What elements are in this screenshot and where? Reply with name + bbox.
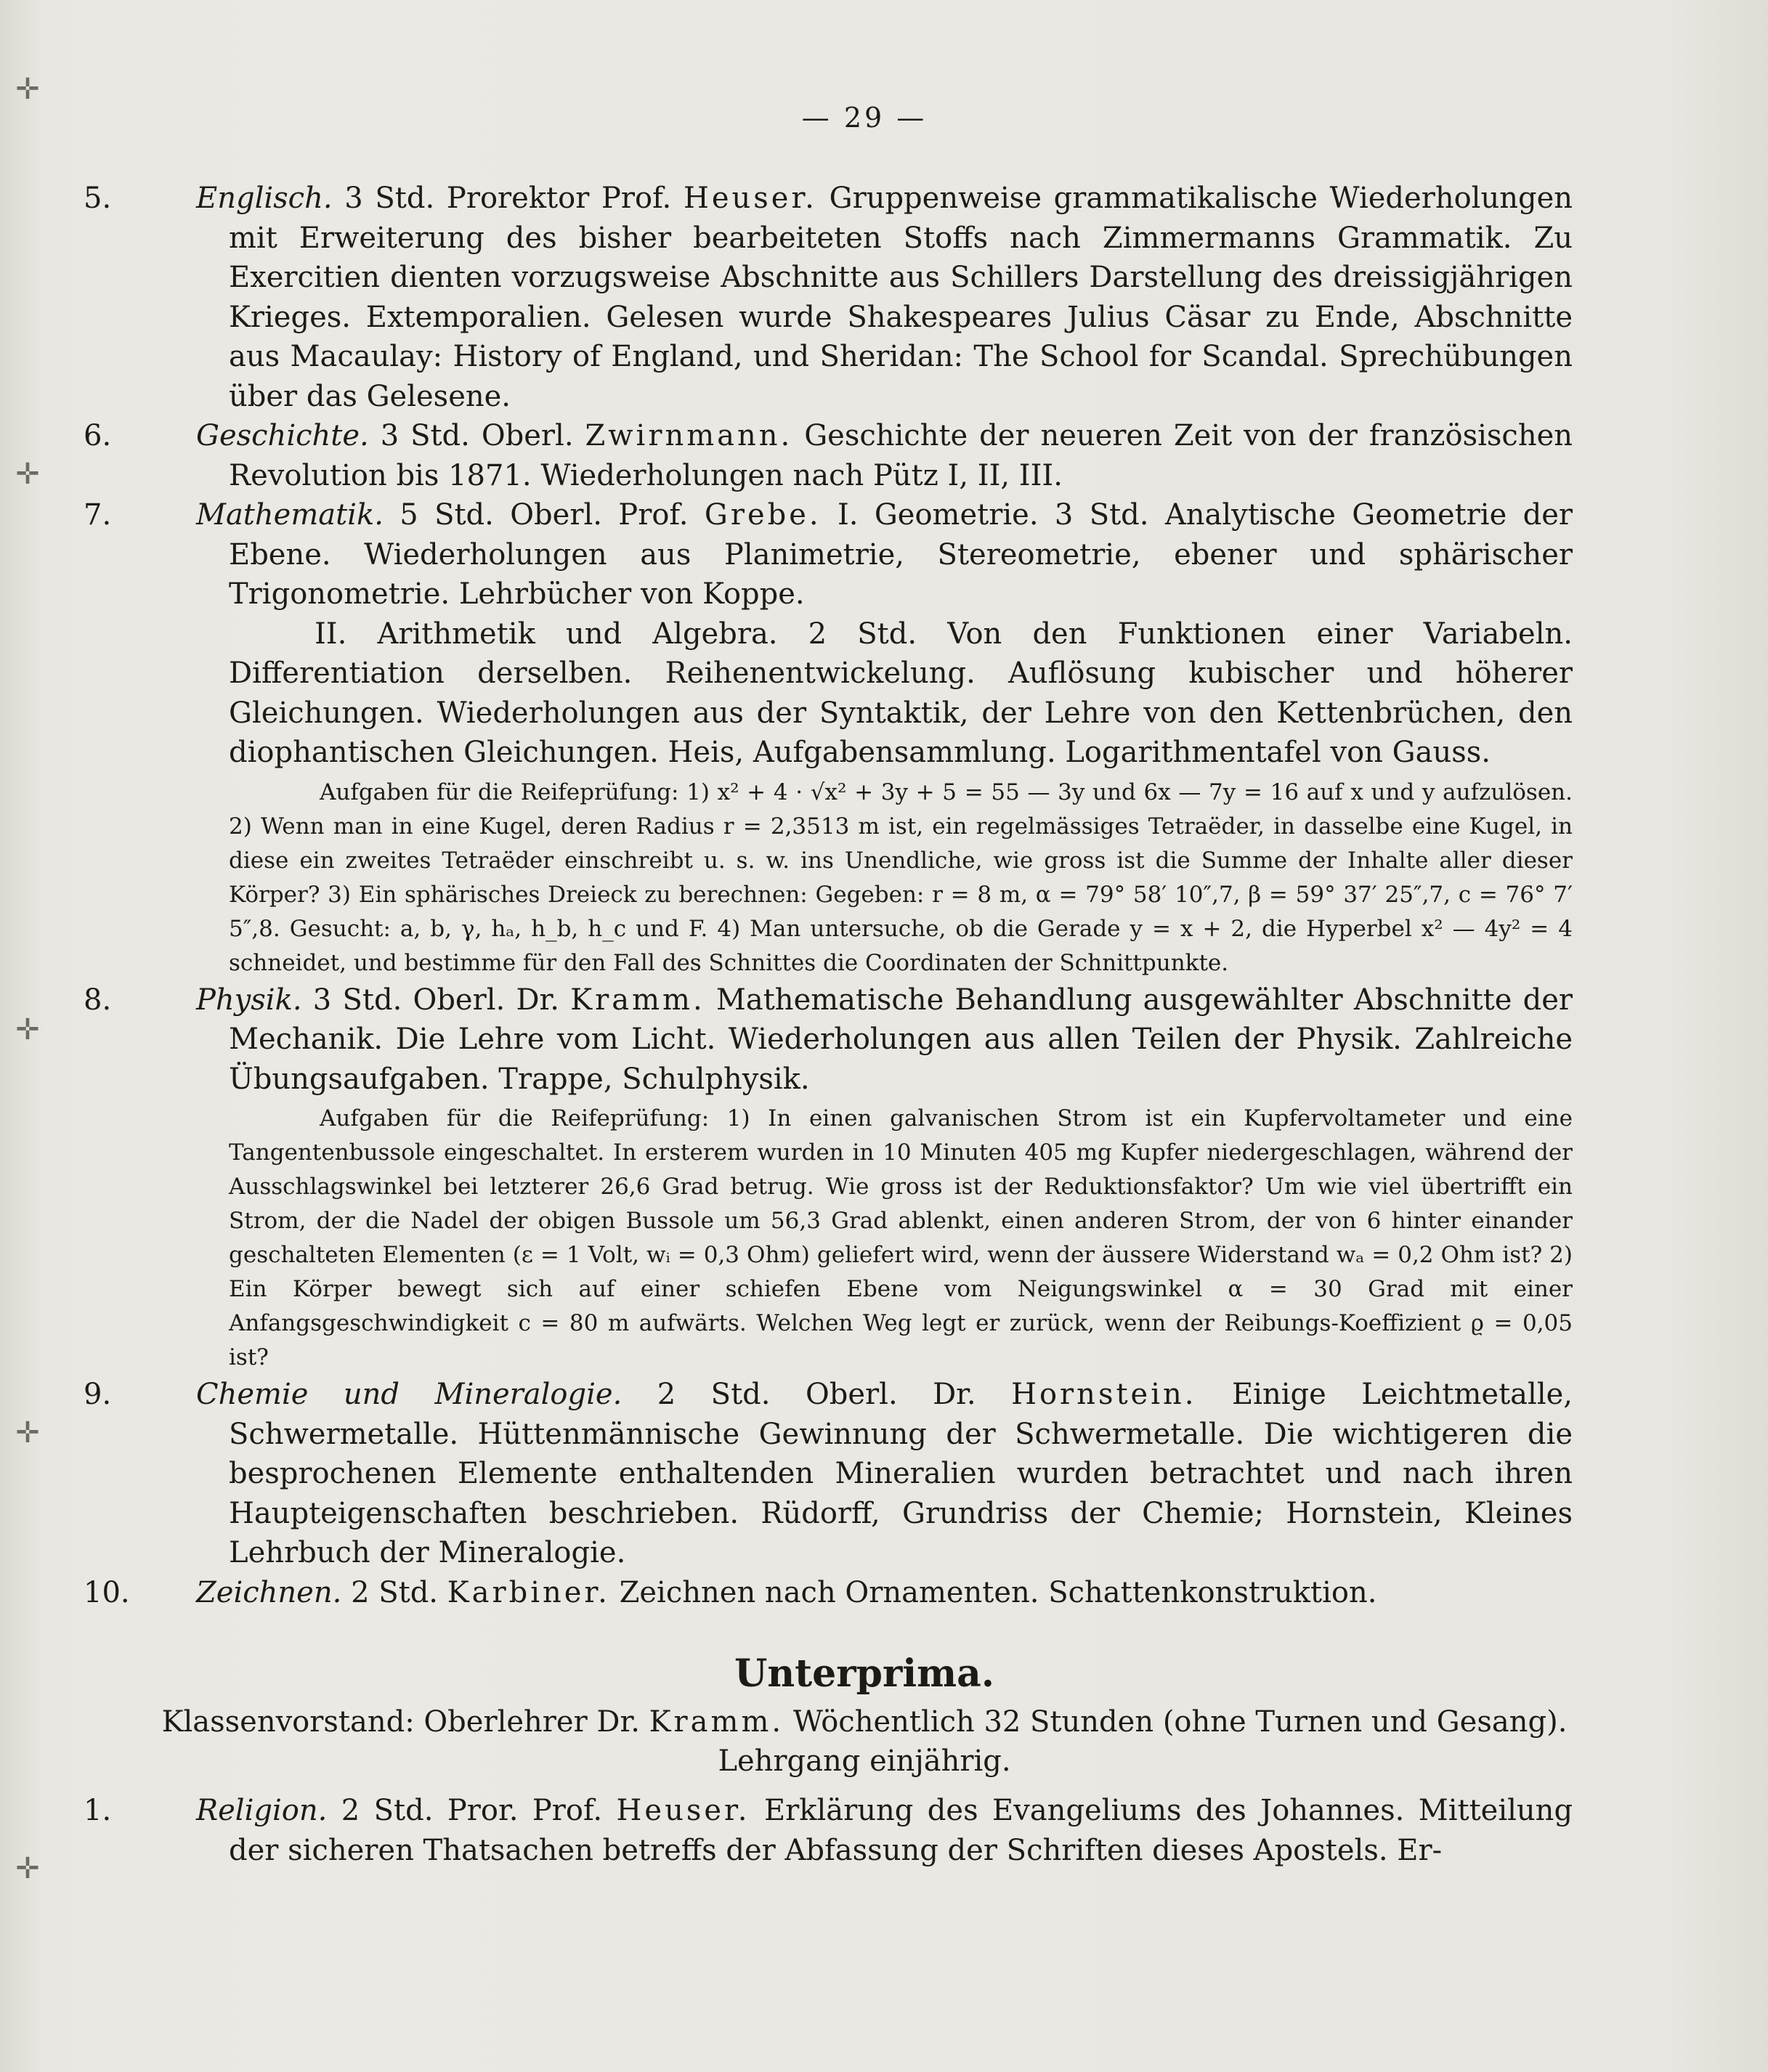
class-heading: Unterprima. [734,1651,994,1696]
teacher-name: Zwirnmann. [585,419,793,452]
section-chemie: 9. Chemie und Mineralogie. 2 Std. Oberl. Dr. Hornstein. Einige Leichtmetalle, Schwermetalle. Hüttenmännische Gewinnung der Schwermetalle. Die wichtigeren die besprochenen Elemente enthaltenden Mineralien wurden betrachtet und nach ihren Haupteigenschaften beschrieben. Rüdorff, Grundriss der Chemie; Hornstein, Kleines Lehrbuch der Mineralogie. [84,1378,1573,1569]
section-geschichte: 6. Geschichte. 3 Std. Oberl. Zwirnmann. Geschichte der neueren Zeit von der französischen Revolution bis 1871. Wiederholungen nach Pütz I, II, III. [84,419,1573,492]
teacher-name: Grebe. [704,498,822,532]
section-hours: 3 Std. [312,983,402,1017]
page-content [84,102,1573,1870]
section-subject: Englisch. [196,182,333,215]
section-text: Erklärung des Evangeliums des Johannes. Mitteilung der sicheren Thatsachen betreffs der Abfassung der Schriften dieses Apostels. Er- [229,1794,1573,1867]
section-subject: Chemie und Mineralogie. [196,1378,623,1411]
section-mathematik: 7. Mathematik. 5 Std. Oberl. Prof. Grebe. I. Geometrie. 3 Std. Analytische Geometrie der Ebene. Wiederholungen aus Planimetrie, Stereometrie, ebener und sphärischer Trigonometrie. Lehrbücher von Koppe. [84,498,1573,611]
teacher-title: Oberl. [481,419,574,452]
section-subject: Physik. [196,983,302,1017]
section-text: Einige Leichtmetalle, Schwermetalle. Hüttenmännische Gewinnung der Schwermetalle. Die wichtigeren die besprochenen Elemente enthaltenden Mineralien wurden betrachtet und nach ihren Haupteigenschaften beschrieben. Rüdorff, Grundriss der Chemie; Hornstein, Kleines Lehrbuch der Mineralogie. [229,1378,1573,1569]
klassenvorstand-hours: Wöchentlich 32 Stunden (ohne Turnen und Gesang). [792,1705,1568,1739]
margin-cross-mark-icon: ✛ [15,1852,40,1885]
section-text: Gruppenweise grammatikalische Wiederholungen mit Erweiterung des bisher bearbeiteten Stoffs nach Zimmermanns Grammatik. Zu Exercitien dienten vorzugsweise Abschnitte aus Schillers Darstellung des dreissigjährigen Krieges. Extemporalien. Gelesen wurde Shakespeares Julius Cäsar zu Ende, Abschnitte aus Macaulay: History of England, und Sheridan: The School for Scandal. Sprechübungen über das Gelesene. [229,182,1573,413]
section-text: Geschichte der neueren Zeit von der französischen Revolution bis 1871. Wiederholungen nach Pütz I, II, III. [229,419,1573,492]
margin-cross-mark-icon: ✛ [15,73,40,106]
section-zeichnen: 10. Zeichnen. 2 Std. Karbiner. Zeichnen nach Ornamenten. Schattenkonstruktion. [84,1575,1377,1609]
section-hours: 5 Std. [400,498,494,532]
section-hours: 2 Std. [341,1794,434,1827]
section-text: Mathematische Behandlung ausgewählter Abschnitte der Mechanik. Die Lehre vom Licht. Wiederholungen aus allen Teilen der Physik. Zahlreiche Übungsaufgaben. Trappe, Schulphysik. [229,983,1573,1096]
teacher-title: Oberl. Dr. [805,1378,976,1411]
section-englisch: 5. Englisch. 3 Std. Prorektor Prof. Heuser. Gruppenweise grammatikalische Wiederholungen mit Erweiterung des bisher bearbeiteten Stoffs nach Zimmermanns Grammatik. Zu Exercitien dienten vorzugsweise Abschnitte aus Schillers Darstellung des dreissigjährigen Krieges. Extemporalien. Gelesen wurde Shakespeares Julius Cäsar zu Ende, Abschnitte aus Macaulay: History of England, und Sheridan: The School for Scandal. Sprechübungen über das Gelesene. [84,182,1573,413]
physik-exam-problems: Aufgaben für die Reifeprüfung: 1) In einen galvanischen Strom ist ein Kupfervoltameter und eine Tangentenbussole eingeschaltet. In ersterem wurden in 10 Minuten 405 mg Kupfer niedergeschlagen, während der Ausschlagswinkel bei letzterer 26,6 Grad betrug. Wie gross ist der Reduktionsfaktor? Um wie viel übertrifft ein Strom, der die Nadel der obigen Bussole um 56,3 Grad ablenkt, einen anderen Strom, der von 6 hinter einander geschalteten Elementen (ε = 1 Volt, wᵢ = 0,3 Ohm) geliefert wird, wenn der äussere Widerstand wₐ = 0,2 Ohm ist? 2) Ein Körper bewegt sich auf einer schiefen Ebene vom Neigungswinkel α = 30 Grad mit einer Anfangsgeschwindigkeit c = 80 m aufwärts. Welchen Weg legt er zurück, wenn der Reibungs-Koeffizient ϱ = 0,05 ist? [229,1105,1573,1370]
margin-cross-mark-icon: ✛ [15,458,40,491]
mathematik-exam-problems: Aufgaben für die Reifeprüfung: 1) x² + 4 · √x² + 3y + 5 = 55 — 3y und 6x — 7y = 16 auf x und y aufzulösen. 2) Wenn man in eine Kugel, deren Radius r = 2,3513 m ist, ein regelmässiges Tetraëder, in dasselbe eine Kugel, in diese ein zweites Tetraëder einschreibt u. s. w. ins Unendliche, wie gross ist die Summe der Inhalte aller dieser Körper? 3) Ein sphärisches Dreieck zu berechnen: Gegeben: r = 8 m, α = 79° 58′ 10″,7, β = 59° 37′ 25″,7, c = 76° 7′ 5″,8. Gesucht: a, b, γ, hₐ, h_b, h_c und F. 4) Man untersuche, ob die Gerade y = x + 2, die Hyperbel x² — 4y² = 4 schneidet, und bestimme für den Fall des Schnittes die Coordinaten der Schnittpunkte. [229,779,1573,976]
section-subject: Zeichnen. [196,1575,342,1609]
teacher-name: Kramm. [570,983,705,1017]
section-subject: Religion. [196,1794,328,1827]
teacher-title: Oberl. Prof. [510,498,689,532]
klassenvorstand-line [156,1702,1573,1742]
margin-cross-mark-icon: ✛ [15,1013,40,1047]
section-hours: 2 Std. [351,1575,439,1609]
teacher-name: Heuser. [616,1794,750,1827]
section-hours: 3 Std. [344,182,435,215]
klassenvorstand-name: Kramm. [649,1705,784,1739]
section-hours: 3 Std. [380,419,470,452]
section-religion: 1. Religion. 2 Std. Pror. Prof. Heuser. Erklärung des Evangeliums des Johannes. Mitteilung der sicheren Thatsachen betreffs der Abfassung der Schriften dieses Apostels. Er- [84,1794,1573,1867]
section-subject: Mathematik. [196,498,384,532]
teacher-title: Oberl. Dr. [413,983,559,1017]
page-number: — 29 — [801,102,928,134]
section-hours: 2 Std. [657,1378,771,1411]
section-physik: 8. Physik. 3 Std. Oberl. Dr. Kramm. Mathematische Behandlung ausgewählter Abschnitte der Mechanik. Die Lehre vom Licht. Wiederholungen aus allen Teilen der Physik. Zahlreiche Übungsaufgaben. Trappe, Schulphysik. [84,983,1573,1096]
teacher-name: Hornstein. [1011,1378,1197,1411]
teacher-name: Heuser. [683,182,817,215]
section-text: Zeichnen nach Ornamenten. Schattenkonstruktion. [619,1575,1377,1609]
teacher-title: Pror. Prof. [447,1794,603,1827]
teacher-name: Karbiner. [447,1575,610,1609]
section-text: I. Geometrie. 3 Std. Analytische Geometrie der Ebene. Wiederholungen aus Planimetrie, Stereometrie, ebener und sphärischer Trigonometrie. Lehrbücher von Koppe. [229,498,1573,611]
teacher-title: Prorektor Prof. [446,182,672,215]
margin-cross-mark-icon: ✛ [15,1416,40,1450]
klassenvorstand-prefix: Klassenvorstand: Oberlehrer Dr. [161,1705,640,1739]
section-subject: Geschichte. [196,419,369,452]
mathematik-part-two: II. Arithmetik und Algebra. 2 Std. Von den Funktionen einer Variabeln. Differentiation derselben. Reihenentwickelung. Auflösung kubischer und höherer Gleichungen. Wiederholungen aus der Syntaktik, der Lehre von den Kettenbrüchen, den diophantischen Gleichungen. Heis, Aufgabensammlung. Logarithmentafel von Gauss. [229,617,1573,769]
lehrgang-line: Lehrgang einjährig. [718,1744,1011,1778]
